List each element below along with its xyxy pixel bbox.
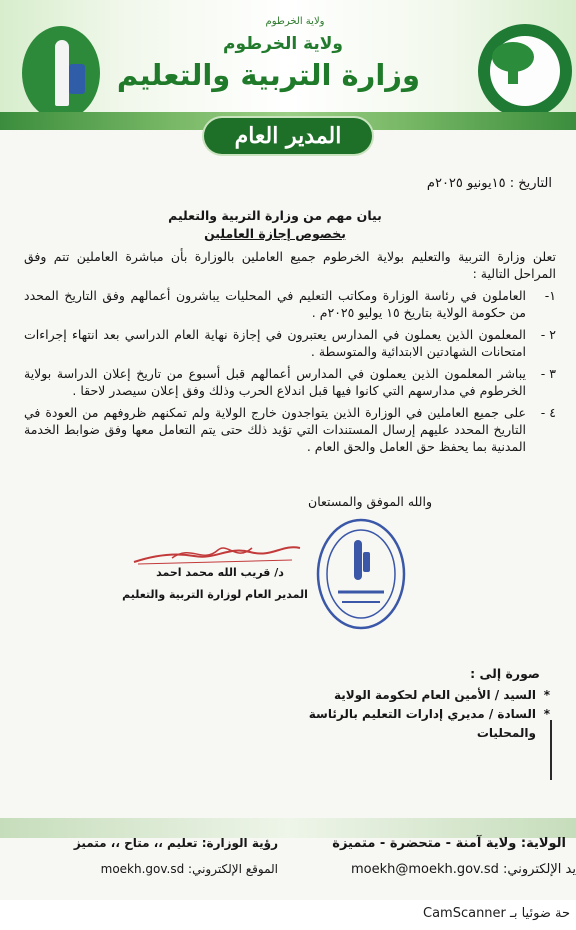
list-item: * السادة / مديري إدارات التعليم بالرئاسة والمحليات [250, 705, 550, 743]
list-item [24, 404, 558, 455]
item-text: على جميع العاملين في الوزارة الذين يتواجدون خارج الولاية ولم تمكنهم ظروفهم من العودة في التاريخ المحدد عليهم إرسال المستندات التي تؤيد ذلك حتى يتم التعامل معها وفق ضوابط الخدمة المدنية بما يحفظ حق العامل والحق العام . [24, 405, 526, 454]
intro-paragraph: تعلن وزارة التربية والتعليم بولاية الخرطوم جميع العاملين بالوزارة بأن مباشرة العاملين تتم وفق المراحل التالية : [24, 249, 556, 281]
letterhead [0, 0, 576, 130]
state-emblem-icon [478, 24, 572, 118]
item-text: المعلمون الذين يعملون في المدارس يعتبرون في إجازة نهاية العام الدراسي بعد انتهاء إجراءات امتحانات الشهادتين الابتدائية والمتوسطة . [24, 327, 526, 359]
item-text: العاملون في رئاسة الوزارة ومكاتب التعليم في المحليات يباشرون أعمالهم وفق التاريخ المحدد من حكومة الولاية بتاريخ ١٥ يوليو ٢٠٢٥م . [24, 288, 526, 320]
item-text: يباشر المعلمون الذين يعملون في المدارس أعمالهم قبل أسبوع من تاريخ إعلان الدراسة بولاية الخرطوم في مدارسهم التي كانوا فيها قبل اندلاع الحرب وذلك وفق إعلان سيصدر لاحقا . [24, 366, 526, 398]
signatory-name: د/ قريب الله محمد احمد [156, 566, 284, 579]
closing-line: والله الموفق والمستعان [308, 494, 432, 509]
list-item [24, 365, 558, 399]
item-number: ٤ - [540, 405, 556, 420]
badge-label: المدير العام [234, 123, 342, 149]
header-ministry-name: وزارة التربية والتعليم [116, 58, 420, 92]
stages-list [24, 287, 558, 460]
letter-date: التاريخ : ١٥يونيو ٢٠٢٥م [426, 176, 552, 191]
footer-band [0, 818, 576, 838]
cc-heading: صورة إلى : [470, 666, 540, 681]
official-stamp-icon [316, 518, 406, 630]
scanner-caption: حة ضوئيا بـ CamScanner [423, 906, 570, 921]
footer-ministry-vision: رؤية الوزارة: تعليم ،، متاح ،، متميز [73, 836, 278, 850]
list-item: * السيد / الأمين العام لحكومة الولاية [250, 686, 550, 705]
item-number: ٣ - [540, 366, 556, 381]
cc-recipients [250, 686, 550, 743]
margin-mark [550, 720, 552, 780]
subject-line-1: بيان مهم من وزارة التربية والتعليم [168, 208, 382, 223]
list-item [24, 287, 558, 321]
footer-email: يد الإلكتروني: moekh@moekh.gov.sd [350, 862, 576, 877]
footer-website: الموقع الإلكتروني: moekh.gov.sd [100, 862, 278, 876]
subject-line-2: بخصوص إجازة العاملين [204, 226, 346, 241]
item-number: ٢ - [540, 327, 556, 342]
footer-state-slogan: الولاية: ولاية آمنة - متحضرة - متميزة [332, 836, 566, 851]
item-number: ١- [544, 288, 556, 303]
signatory-title: المدير العام لوزارة التربية والتعليم [122, 588, 308, 601]
ministry-logo-icon [22, 26, 100, 120]
signature-icon [132, 538, 302, 568]
director-general-badge [204, 118, 372, 154]
list-item [24, 326, 558, 360]
header-state-name: ولاية الخرطوم [222, 34, 343, 54]
header-small-caption: ولاية الخرطوم [265, 16, 325, 27]
